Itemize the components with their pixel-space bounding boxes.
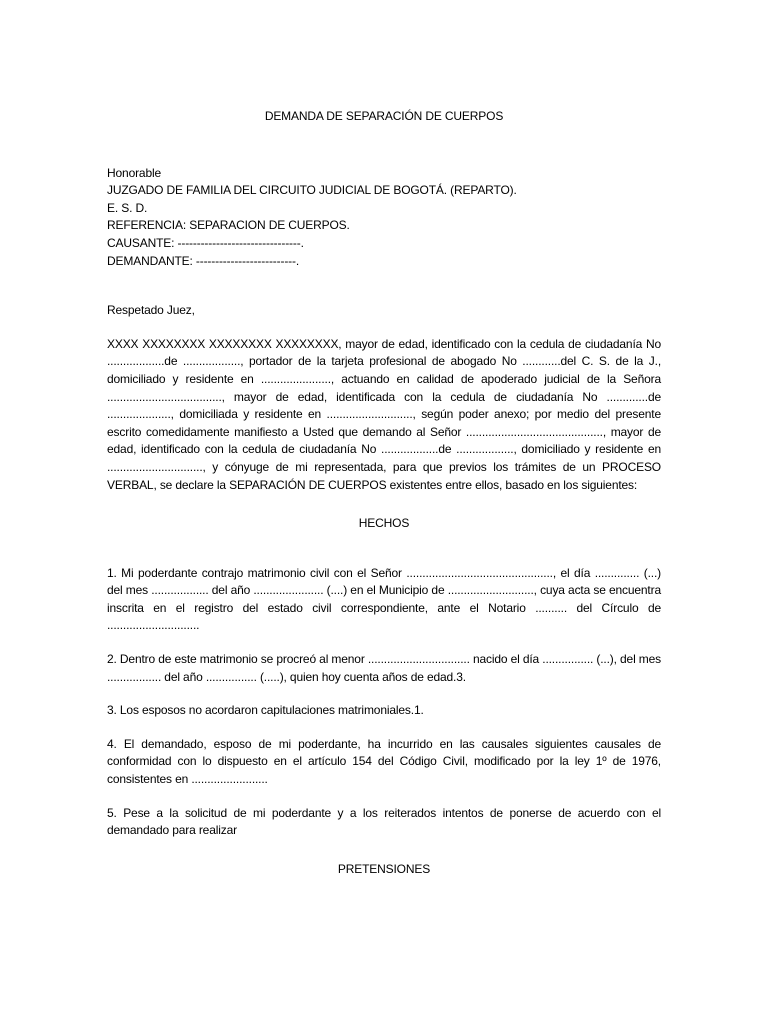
header-line-reference: REFERENCIA: SEPARACION DE CUERPOS. — [107, 218, 350, 233]
fact-item: 4. El demandado, esposo de mi poderdante, ha incurrido en las causales siguientes causales de conformidad con lo dispuesto en el artículo 154 del Código Civil, modificado por la ley 1º de 1976, consistentes en ........................ — [107, 736, 661, 787]
fact-item: 3. Los esposos no acordaron capitulaciones matrimoniales.1. — [107, 703, 424, 718]
fact-item: 5. Pese a la solicitud de mi poderdante y a los reiterados intentos de ponerse de acuerdo con el demandado para realizar — [107, 805, 661, 838]
fact-item: 2. Dentro de este matrimonio se procreó al menor ................................ nacido el día ................ (...), del mes ................. del año ................ (.....), quien hoy cuenta años de edad.3. — [107, 652, 661, 684]
header-line-court: JUZGADO DE FAMILIA DEL CIRCUITO JUDICIAL DE BOGOTÁ. (REPARTO). — [107, 183, 517, 198]
pretensiones-heading: PRETENSIONES — [337, 861, 431, 876]
document-title: DEMANDA DE SEPARACIÓN DE CUERPOS — [264, 109, 504, 123]
salutation: Respetado Juez, — [107, 303, 195, 318]
fact-item: 1. Mi poderdante contrajo matrimonio civil con el Señor .............................................., el día .............. (...) del mes .................. del año ...................... (....) en el Municipio de ..........................., cuya acta se encuentra inscrita en el registro del estado civil correspondiente, ante el Notario .......... del Círculo de ............................. — [107, 565, 661, 633]
addressee-block — [107, 165, 661, 271]
header-line-causante: CAUSANTE: --------------------------------. — [107, 235, 304, 250]
intro-paragraph: XXXX XXXXXXXX XXXXXXXX XXXXXXXX, mayor de edad, identificado con la cedula de ciudadanía No ..................de .................., portador de la tarjeta profesional de abogado No ............del C. S. de la J., domiciliado y residente en ......................, actuando en calidad de apoderado judicial de la Señora ...................................., mayor de edad, identificada con la cedula de ciudadanía No .............de ...................., domiciliada y residente en ..........................., según poder anexo; por medio del presente escrito comedidamente manifiesto a Usted que demando al Señor ..........................................., mayor de edad, identificado con la cedula de ciudadanía No ..................de .................., domiciliado y residente en .............................., y cónyuge de mi representada, para que previos los trámites de un PROCESO VERBAL, se declare la SEPARACIÓN DE CUERPOS existentes entre ellos, basado en los siguientes: — [107, 336, 661, 492]
header-line-demandante: DEMANDANTE: --------------------------. — [107, 253, 300, 268]
document-body — [107, 108, 661, 878]
header-line-esd: E. S. D. — [107, 200, 148, 215]
hechos-heading: HECHOS — [358, 516, 410, 531]
header-line-honorable: Honorable — [107, 165, 162, 180]
